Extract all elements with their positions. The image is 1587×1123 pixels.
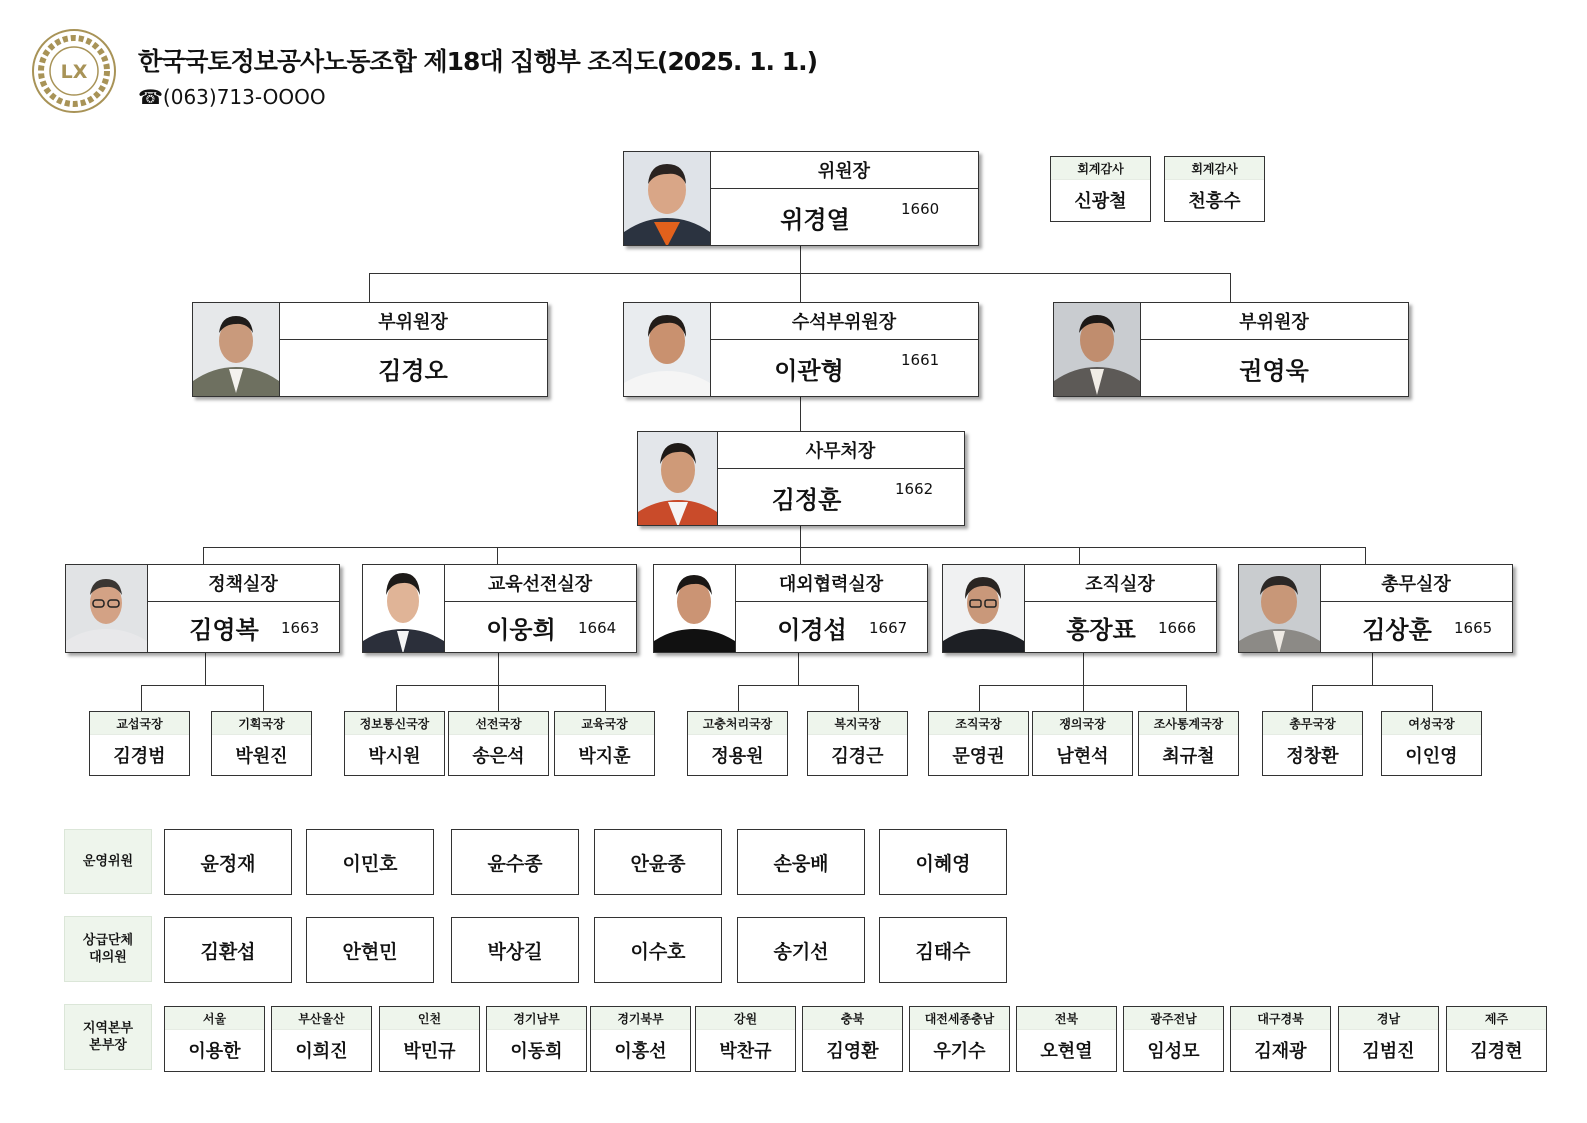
bureau-name: 문영권: [952, 746, 1005, 767]
office-head-card: [65, 564, 340, 653]
vice-chair-name: 김경오: [378, 356, 448, 385]
operating-member: 윤수종: [451, 829, 579, 895]
office-head-extension: 1663: [281, 619, 320, 637]
auditor-name: 천흥수: [1188, 191, 1241, 212]
vice-chair-card: [192, 302, 548, 397]
region-name: 경기북부: [591, 1007, 690, 1030]
bureau-name: 김경근: [831, 746, 884, 767]
office-head-photo: [943, 565, 1025, 652]
region-name: 인천: [380, 1007, 479, 1030]
regional-head-name: 박민규: [403, 1041, 456, 1062]
bureau-name: 박원진: [235, 746, 288, 767]
regional-head-name: 김범진: [1362, 1041, 1415, 1062]
regional-head-name: 이희진: [295, 1041, 348, 1062]
bureau-card: [211, 711, 312, 776]
bureau-card: [89, 711, 190, 776]
bureau-card: [1138, 711, 1239, 776]
regional-head-name: 이홍선: [614, 1041, 667, 1062]
office-head-name: 김영복: [189, 615, 259, 644]
bureau-card: [448, 711, 549, 776]
bureau-card: [687, 711, 788, 776]
operating-member: 이민호: [306, 829, 434, 895]
delegate-member: 김환섭: [164, 917, 292, 983]
office-head-title: 총무실장: [1320, 565, 1512, 602]
secretary-general-title: 사무처장: [717, 432, 964, 469]
bureau-name: 김경범: [113, 746, 166, 767]
auditor-title: 회계감사: [1165, 157, 1264, 180]
bureau-name: 박지훈: [578, 746, 631, 767]
bureau-card: [1262, 711, 1363, 776]
regional-head-card: [1338, 1006, 1439, 1072]
office-head-title: 대외협력실장: [735, 565, 927, 602]
regional-head-card: [1016, 1006, 1117, 1072]
senior-vice-chair-card: [623, 302, 979, 397]
chairman-extension: 1660: [901, 200, 940, 218]
operating-member: 안윤종: [594, 829, 722, 895]
region-name: 강원: [696, 1007, 795, 1030]
bureau-title: 조직국장: [929, 712, 1028, 735]
bureau-name: 정용원: [711, 746, 764, 767]
chairman-card: [623, 151, 979, 246]
bureau-title: 복지국장: [808, 712, 907, 735]
regional-head-name: 김영환: [826, 1041, 879, 1062]
regional-head-name: 오현열: [1040, 1041, 1093, 1062]
auditor-card: [1050, 156, 1151, 222]
operating-member: 이혜영: [879, 829, 1007, 895]
regional-head-name: 우기수: [933, 1041, 986, 1062]
vice-chair-title: 부위원장: [1140, 303, 1408, 340]
delegate-member: 김태수: [879, 917, 1007, 983]
senior-vice-chair-name: 이관형: [774, 356, 844, 385]
delegate-member: 박상길: [451, 917, 579, 983]
bureau-title: 조사통계국장: [1139, 712, 1238, 735]
regional-head-card: [909, 1006, 1010, 1072]
bureau-name: 이인영: [1405, 746, 1458, 767]
office-head-extension: 1666: [1158, 619, 1197, 637]
office-head-name: 김상훈: [1362, 615, 1432, 644]
regional-head-name: 임성모: [1147, 1041, 1200, 1062]
secretary-general-card: [637, 431, 965, 526]
regional-head-card: [802, 1006, 903, 1072]
bureau-title: 기획국장: [212, 712, 311, 735]
delegates-label: 상급단체 대의원: [64, 916, 152, 982]
regional-head-card: [379, 1006, 480, 1072]
bureau-card: [1032, 711, 1133, 776]
regional-head-card: [271, 1006, 372, 1072]
bureau-name: 송은석: [472, 746, 525, 767]
bureau-title: 선전국장: [449, 712, 548, 735]
regional-head-card: [695, 1006, 796, 1072]
office-head-card: [1238, 564, 1513, 653]
bureau-name: 박시원: [368, 746, 421, 767]
vice-chair-photo: [1054, 303, 1141, 396]
regional-head-card: [1230, 1006, 1331, 1072]
bureau-title: 총무국장: [1263, 712, 1362, 735]
office-head-extension: 1667: [869, 619, 908, 637]
regional-head-card: [486, 1006, 587, 1072]
office-head-card: [942, 564, 1217, 653]
senior-vice-chair-photo: [624, 303, 711, 396]
region-name: 제주: [1447, 1007, 1546, 1030]
regional-head-name: 이동희: [510, 1041, 563, 1062]
bureau-title: 여성국장: [1382, 712, 1481, 735]
regional-head-card: [1123, 1006, 1224, 1072]
bureau-card: [928, 711, 1029, 776]
bureau-name: 최규철: [1162, 746, 1215, 767]
operating-member: 손웅배: [737, 829, 865, 895]
vice-chair-name: 권영욱: [1239, 356, 1309, 385]
office-head-photo: [1239, 565, 1321, 652]
region-name: 광주전남: [1124, 1007, 1223, 1030]
delegate-member: 송기선: [737, 917, 865, 983]
region-name: 서울: [165, 1007, 264, 1030]
office-head-title: 정책실장: [147, 565, 339, 602]
bureau-name: 남현석: [1056, 746, 1109, 767]
page-title: 한국국토정보공사노동조합 제18대 집행부 조직도(2025. 1. 1.): [138, 47, 818, 76]
delegate-member: 이수호: [594, 917, 722, 983]
bureau-title: 교육국장: [555, 712, 654, 735]
office-head-extension: 1664: [578, 619, 617, 637]
senior-vice-chair-extension: 1661: [901, 351, 940, 369]
region-name: 경기남부: [487, 1007, 586, 1030]
office-head-title: 교육선전실장: [444, 565, 636, 602]
auditor-name: 신광철: [1074, 191, 1127, 212]
office-head-title: 조직실장: [1024, 565, 1216, 602]
office-head-name: 이경섭: [777, 615, 847, 644]
regional-head-card: [590, 1006, 691, 1072]
bureau-title: 고충처리국장: [688, 712, 787, 735]
vice-chair-title: 부위원장: [279, 303, 547, 340]
office-head-extension: 1665: [1454, 619, 1493, 637]
office-head-photo: [66, 565, 148, 652]
vice-chair-card: [1053, 302, 1409, 397]
chairman-title: 위원장: [710, 152, 978, 189]
region-name: 충북: [803, 1007, 902, 1030]
office-head-card: [362, 564, 637, 653]
bureau-title: 교섭국장: [90, 712, 189, 735]
bureau-title: 쟁의국장: [1033, 712, 1132, 735]
office-head-name: 홍장표: [1066, 615, 1136, 644]
auditor-title: 회계감사: [1051, 157, 1150, 180]
office-head-name: 이웅희: [486, 615, 556, 644]
secretary-general-name: 김정훈: [771, 485, 842, 514]
office-head-card: [653, 564, 928, 653]
auditor-card: [1164, 156, 1265, 222]
union-logo: [30, 27, 118, 115]
regional-head-name: 박찬규: [719, 1041, 772, 1062]
regional-head-name: 김재광: [1254, 1041, 1307, 1062]
region-name: 경남: [1339, 1007, 1438, 1030]
vice-chair-photo: [193, 303, 280, 396]
bureau-card: [1381, 711, 1482, 776]
regional-head-name: 이용한: [188, 1041, 241, 1062]
svg-text:LX: LX: [60, 61, 88, 83]
delegate-member: 안현민: [306, 917, 434, 983]
bureau-name: 정창환: [1286, 746, 1339, 767]
bureau-card: [344, 711, 445, 776]
office-head-photo: [363, 565, 445, 652]
secretary-general-extension: 1662: [895, 480, 934, 498]
region-name: 전북: [1017, 1007, 1116, 1030]
office-head-photo: [654, 565, 736, 652]
region-name: 부산울산: [272, 1007, 371, 1030]
regional-head-card: [164, 1006, 265, 1072]
operating-committee-label: 운영위원: [64, 829, 152, 894]
regional-head-name: 김경현: [1470, 1041, 1523, 1062]
senior-vice-chair-title: 수석부위원장: [710, 303, 978, 340]
secretary-general-photo: [638, 432, 718, 525]
phone-number: ☎(063)713-OOOO: [138, 85, 326, 109]
region-name: 대구경북: [1231, 1007, 1330, 1030]
chairman-name: 위경열: [780, 205, 850, 234]
bureau-card: [807, 711, 908, 776]
chairman-photo: [624, 152, 711, 245]
bureau-card: [554, 711, 655, 776]
region-name: 대전세종충남: [910, 1007, 1009, 1030]
bureau-title: 정보통신국장: [345, 712, 444, 735]
operating-member: 윤정재: [164, 829, 292, 895]
regional-heads-label: 지역본부 본부장: [64, 1004, 152, 1070]
regional-head-card: [1446, 1006, 1547, 1072]
